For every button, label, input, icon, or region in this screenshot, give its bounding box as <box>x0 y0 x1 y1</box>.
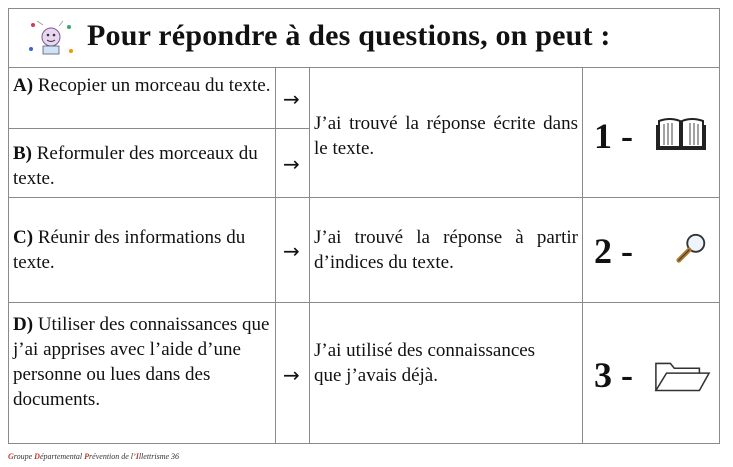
strategy-letter: D) <box>13 314 34 335</box>
strategy-letter: B) <box>13 143 32 164</box>
footer-initial: I <box>135 452 139 461</box>
divider <box>582 67 583 443</box>
divider <box>9 197 719 198</box>
magnifier-icon <box>675 231 709 265</box>
footer-credit <box>8 452 179 461</box>
arrow-a: → <box>283 87 300 111</box>
footer-text: épartemental <box>39 452 85 461</box>
footer-text: roupe <box>13 452 35 461</box>
footer-initial: P <box>84 452 90 461</box>
divider <box>309 67 310 443</box>
folder-icon <box>653 359 711 393</box>
divider <box>9 128 309 129</box>
strategy-text: Reformuler des morceaux du texte. <box>13 143 258 189</box>
arrow-b: → <box>283 152 300 176</box>
footer-text: révention de l’ <box>89 452 136 461</box>
footer-initial: G <box>8 452 14 461</box>
strategy-a <box>13 73 271 98</box>
strategy-text: Utiliser des connaissances que j’ai apprises avec l’aide d’une personne ou lues dans des documents. <box>13 314 270 410</box>
arrow-d: → <box>283 363 300 387</box>
open-book-icon <box>655 115 707 151</box>
strategy-c <box>13 225 275 275</box>
page-title: Pour répondre à des questions, on peut : <box>87 19 611 52</box>
logo-icon <box>23 15 79 61</box>
answer-2-text: J’ai trouvé la réponse à partir d’indices du texte. <box>314 227 578 273</box>
strategy-text: Réunir des informations du texte. <box>13 227 246 273</box>
arrow-c: → <box>283 239 300 263</box>
strategy-letter: C) <box>13 227 34 248</box>
divider <box>9 302 719 303</box>
footer-text: llettrisme 36 <box>138 452 180 461</box>
answer-1-number: 1 - <box>594 116 633 156</box>
footer-initial: D <box>34 452 40 461</box>
worksheet-frame <box>8 8 720 444</box>
strategy-text: Recopier un morceau du texte. <box>33 75 271 96</box>
strategy-b <box>13 141 271 191</box>
answer-2-number: 2 - <box>594 231 633 271</box>
answer-3-number: 3 - <box>594 355 633 395</box>
answer-1-text: J’ai trouvé la réponse écrite dans le texte. <box>314 113 578 159</box>
answer-3-text: J’ai utilisé des connaissances que j’avais déjà. <box>314 340 536 386</box>
divider <box>275 67 276 443</box>
strategy-d <box>13 312 271 412</box>
strategy-letter: A) <box>13 75 34 96</box>
title-row <box>9 9 719 68</box>
